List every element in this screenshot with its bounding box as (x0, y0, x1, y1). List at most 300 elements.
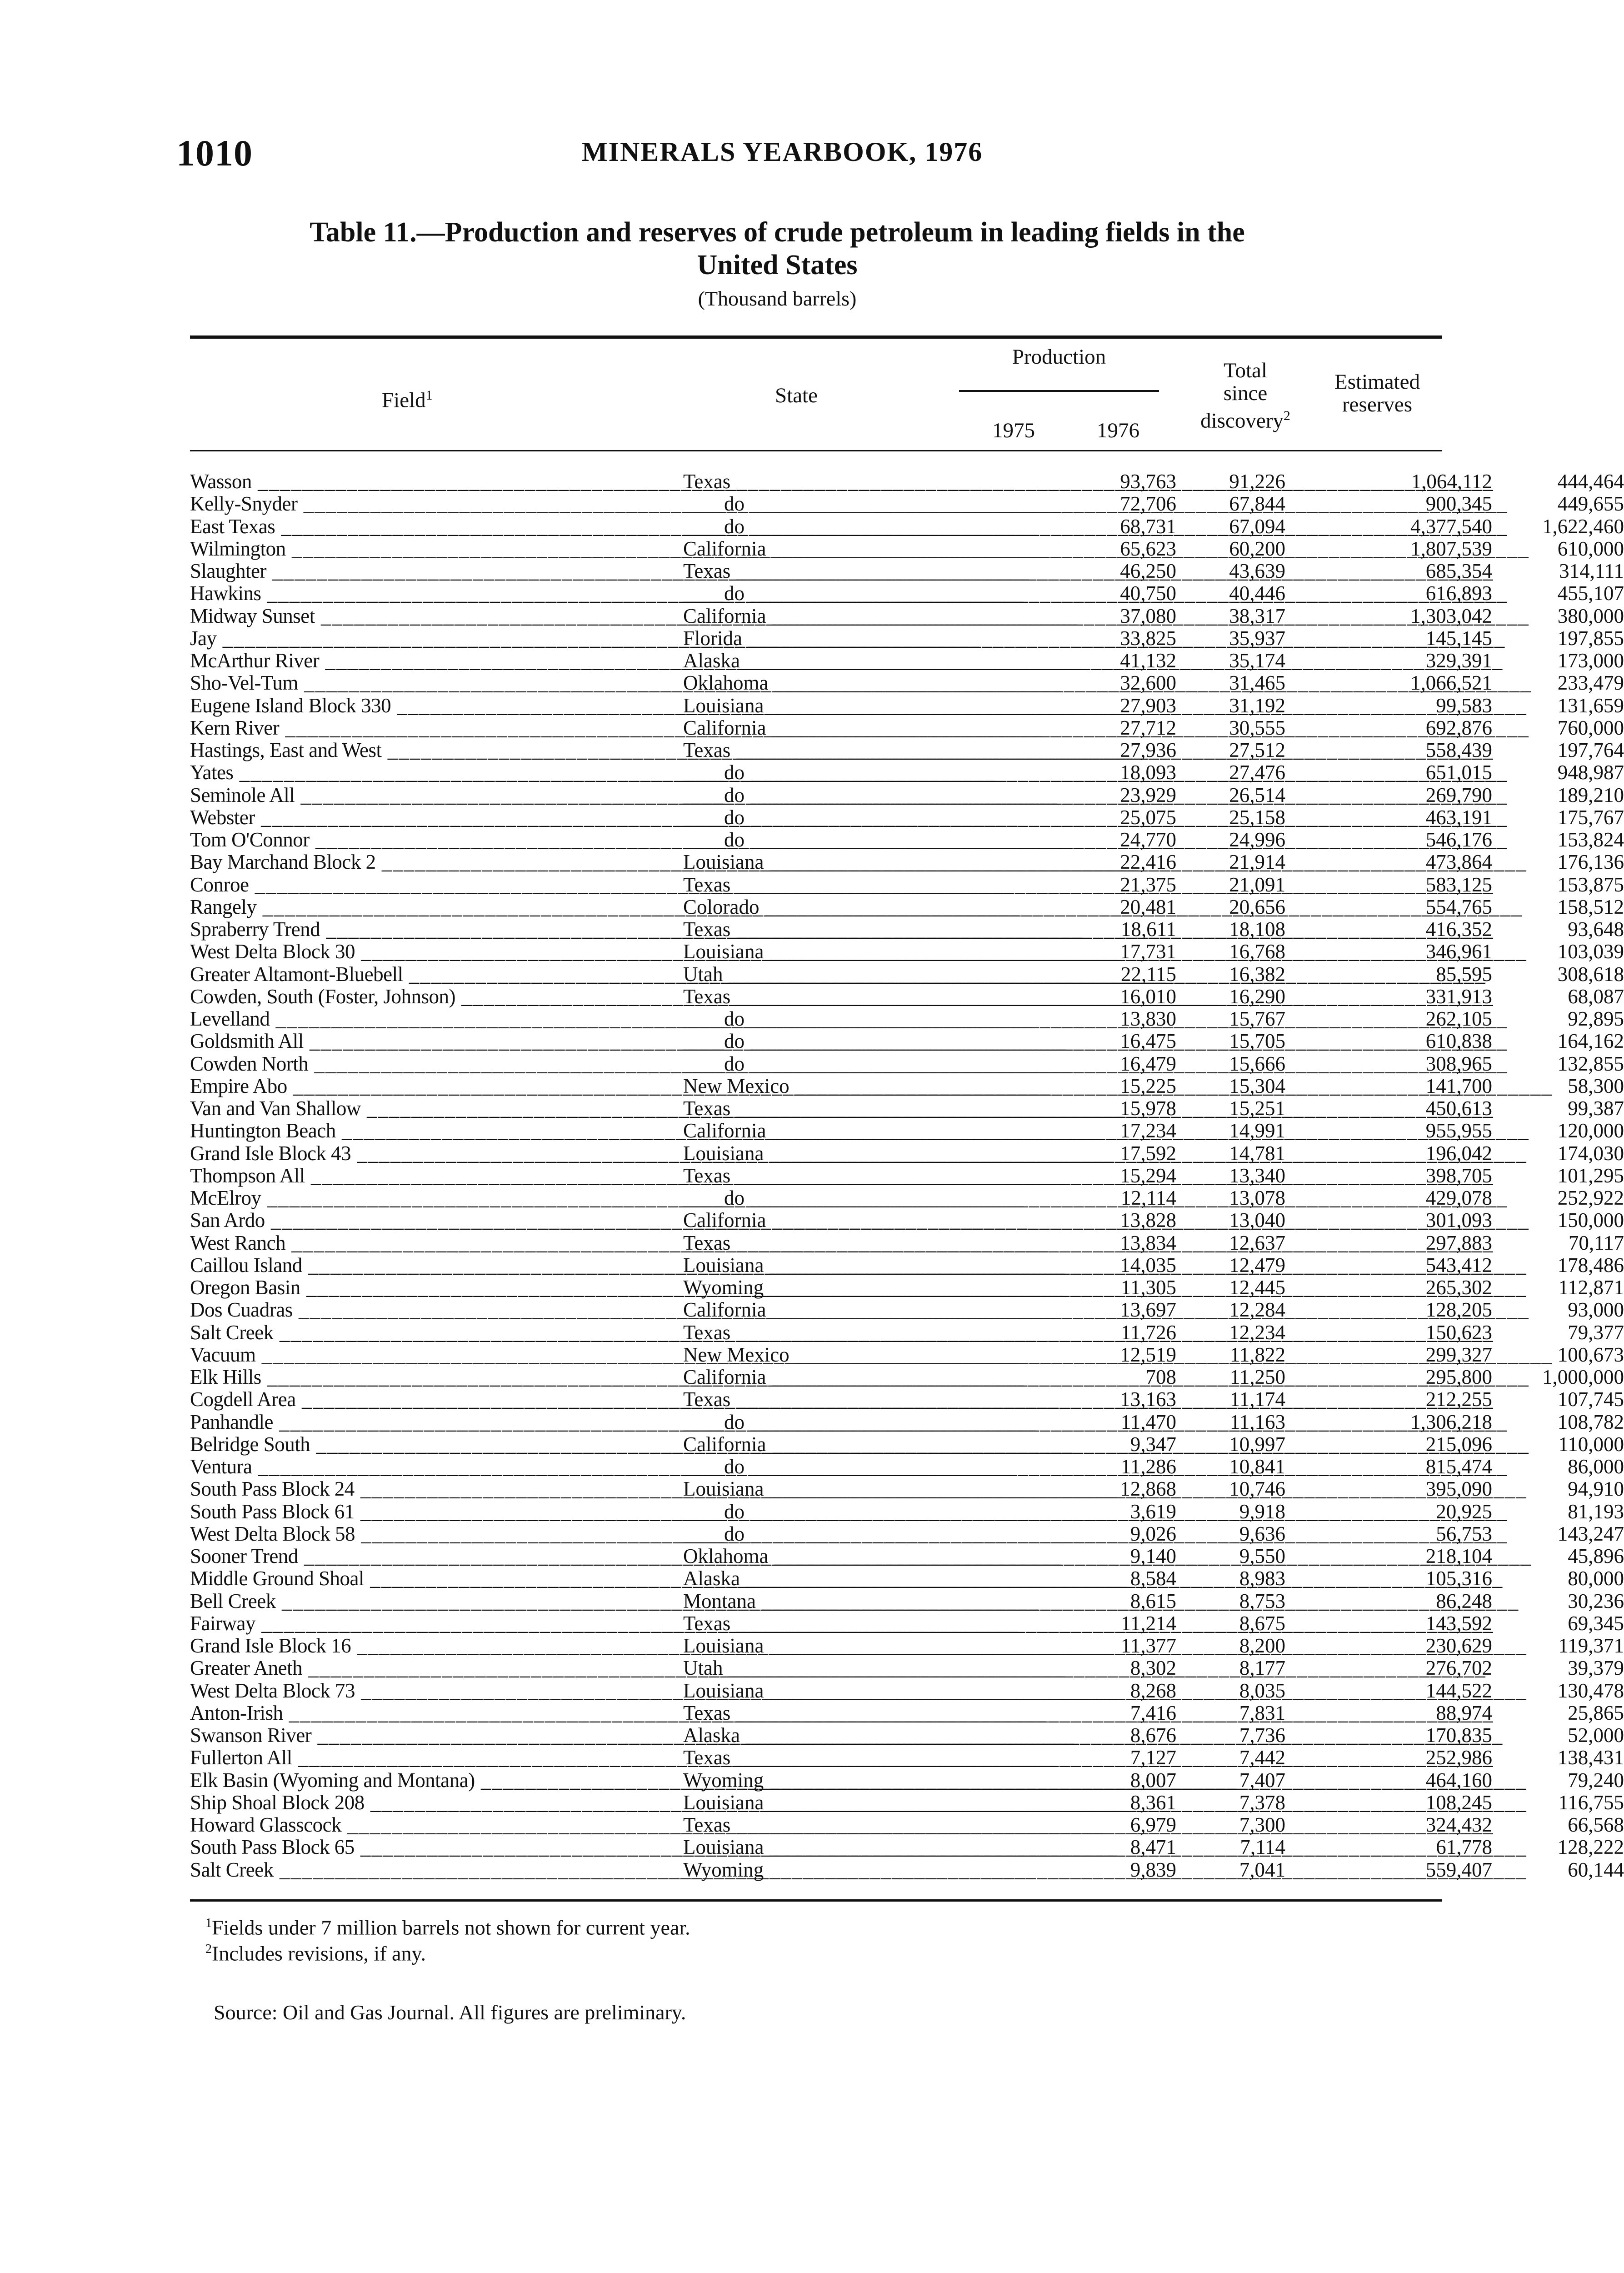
production-1976-cell: 8,983 (1239, 1567, 1285, 1590)
table-row (190, 1612, 1624, 1635)
estimated-reserves-cell: 130,478 (1557, 1679, 1624, 1702)
total-since-discovery-cell: 955,955 (1425, 1119, 1492, 1142)
production-1975-cell: 7,127 (1130, 1746, 1176, 1769)
running-head: MINERALS YEARBOOK, 1976 (582, 137, 983, 167)
production-1975-cell: 9,839 (1130, 1858, 1176, 1881)
production-1976-cell: 10,997 (1229, 1432, 1285, 1456)
field-cell: Thompson All _____ (190, 1165, 645, 1187)
footnote-2-mark: 2 (205, 1942, 212, 1956)
production-1976-cell: 25,158 (1229, 806, 1285, 829)
field-cell: Eugene Island Block 330 _____ (190, 695, 645, 717)
state-cell: California _____ (683, 538, 940, 560)
estimated-reserves-cell: 25,865 (1568, 1701, 1624, 1724)
production-1975-cell: 15,978 (1120, 1097, 1176, 1120)
production-1975-cell: 27,903 (1120, 694, 1176, 717)
table-row (190, 806, 1624, 829)
state-cell: Utah _____ (683, 963, 940, 986)
production-1975-cell: 27,712 (1120, 716, 1176, 739)
production-1975-cell: 27,936 (1120, 739, 1176, 761)
table-row (190, 1119, 1624, 1142)
state-cell: California _____ (683, 1366, 940, 1388)
estimated-reserves-cell: 380,000 (1557, 604, 1624, 627)
state-cell: Louisiana _____ (683, 1635, 940, 1657)
production-1976-cell: 15,767 (1229, 1007, 1285, 1030)
state-cell: Wyoming _____ (683, 1769, 940, 1792)
table-header-rule (190, 450, 1442, 451)
field-cell: South Pass Block 61 _____ (190, 1501, 645, 1523)
field-cell: Goldsmith All _____ (190, 1030, 645, 1052)
total-since-discovery-cell: 105,316 (1425, 1567, 1492, 1590)
estimated-reserves-cell: 1,622,460 (1542, 515, 1624, 538)
table-row (190, 1388, 1624, 1411)
field-cell: Huntington Beach _____ (190, 1120, 645, 1142)
estimated-reserves-cell: 176,136 (1557, 851, 1624, 874)
estimated-reserves-cell: 444,464 (1557, 470, 1624, 493)
state-cell: Louisiana _____ (683, 1254, 940, 1277)
total-since-discovery-cell: 128,205 (1425, 1298, 1492, 1322)
column-header-1975: 1975 (992, 419, 1035, 442)
estimated-reserves-cell: 175,767 (1557, 806, 1624, 829)
production-1975-cell: 8,584 (1130, 1567, 1176, 1590)
field-cell: Conroe _____ (190, 874, 645, 896)
table-row (190, 1500, 1624, 1523)
estimated-reserves-cell: 100,673 (1557, 1343, 1624, 1366)
table-row (190, 873, 1624, 896)
production-1976-cell: 7,442 (1239, 1746, 1285, 1769)
page-number: 1010 (176, 132, 253, 174)
production-1976-cell: 31,192 (1229, 694, 1285, 717)
table-row (190, 1209, 1624, 1232)
state-cell: Louisiana _____ (683, 1792, 940, 1814)
estimated-reserves-cell: 1,000,000 (1542, 1366, 1624, 1388)
state-cell: Louisiana _____ (683, 851, 940, 873)
state-cell: Texas _____ (683, 1612, 940, 1635)
state-cell: Colorado _____ (683, 896, 940, 918)
production-1975-cell: 9,347 (1130, 1432, 1176, 1456)
state-cell: Texas _____ (683, 1388, 940, 1411)
total-since-discovery-cell: 196,042 (1425, 1142, 1492, 1165)
estimated-reserves-cell: 173,000 (1557, 649, 1624, 672)
state-cell: Montana _____ (683, 1590, 940, 1612)
total-since-discovery-cell: 215,096 (1425, 1432, 1492, 1456)
production-1975-cell: 12,868 (1120, 1477, 1176, 1501)
state-cell: ____do _____ (683, 516, 940, 538)
total-since-discovery-cell: 56,753 (1436, 1522, 1492, 1545)
table-row (190, 1276, 1624, 1299)
estimated-reserves-cell: 143,247 (1557, 1522, 1624, 1545)
production-1976-cell: 38,317 (1229, 604, 1285, 627)
table-row (190, 1813, 1624, 1836)
table-row (190, 851, 1624, 874)
production-1975-cell: 3,619 (1130, 1500, 1176, 1523)
total-header-line-3: discovery (1200, 409, 1284, 433)
production-1976-cell: 7,407 (1239, 1768, 1285, 1792)
estimated-reserves-cell: 948,987 (1557, 761, 1624, 784)
state-cell: Louisiana _____ (683, 941, 940, 963)
production-1976-cell: 9,918 (1239, 1500, 1285, 1523)
state-cell: Texas _____ (683, 1232, 940, 1254)
field-cell: Fullerton All _____ (190, 1747, 645, 1769)
production-1975-cell: 25,075 (1120, 806, 1176, 829)
field-cell: Rangely _____ (190, 896, 645, 918)
production-1975-cell: 13,697 (1120, 1298, 1176, 1322)
production-1975-cell: 23,929 (1120, 783, 1176, 806)
production-1976-cell: 67,094 (1229, 515, 1285, 538)
state-cell: Louisiana _____ (683, 1680, 940, 1702)
table-row (190, 1366, 1624, 1388)
production-1976-cell: 12,445 (1229, 1276, 1285, 1299)
field-footnote-mark: 1 (425, 388, 433, 403)
field-cell: Sooner Trend _____ (190, 1545, 645, 1567)
production-1976-cell: 12,479 (1229, 1253, 1285, 1277)
production-1976-cell: 30,555 (1229, 716, 1285, 739)
production-1975-cell: 72,706 (1120, 492, 1176, 516)
field-cell: Cowden North _____ (190, 1053, 645, 1075)
field-cell: Jay _____ (190, 627, 645, 650)
production-1976-cell: 40,446 (1229, 582, 1285, 605)
total-since-discovery-cell: 20,925 (1436, 1500, 1492, 1523)
field-cell: South Pass Block 65 _____ (190, 1836, 645, 1858)
table-row (190, 537, 1624, 560)
column-header-production: Production (1012, 345, 1106, 369)
production-1976-cell: 27,512 (1229, 739, 1285, 761)
estimated-reserves-cell: 116,755 (1558, 1791, 1624, 1814)
total-since-discovery-cell: 473,864 (1425, 851, 1492, 874)
production-1975-cell: 708 (1145, 1366, 1176, 1388)
state-cell: Texas _____ (683, 1814, 940, 1836)
state-cell: ____do _____ (683, 1523, 940, 1545)
production-1976-cell: 91,226 (1229, 470, 1285, 493)
production-1976-cell: 13,078 (1229, 1187, 1285, 1209)
total-since-discovery-cell: 269,790 (1425, 783, 1492, 806)
state-cell: Louisiana _____ (683, 1142, 940, 1165)
state-cell: Alaska _____ (683, 1567, 940, 1590)
footnote-1 (205, 1912, 690, 1939)
field-cell: Hastings, East and West _____ (190, 739, 645, 761)
field-cell: Seminole All _____ (190, 784, 645, 806)
production-1976-cell: 21,091 (1229, 873, 1285, 896)
table-title-line-2: United States (697, 250, 858, 280)
field-cell: Anton-Irish _____ (190, 1702, 645, 1724)
field-cell: Tom O'Connor _____ (190, 829, 645, 851)
total-since-discovery-cell: 61,778 (1436, 1836, 1492, 1859)
field-cell: Dos Cuadras _____ (190, 1299, 645, 1321)
table-row (190, 1097, 1624, 1120)
state-cell: California _____ (683, 605, 940, 627)
production-1975-cell: 13,830 (1120, 1007, 1176, 1030)
production-1975-cell: 8,361 (1130, 1791, 1176, 1814)
table-row (190, 1455, 1624, 1478)
table-row (190, 492, 1624, 516)
estimated-reserves-cell: 164,162 (1557, 1030, 1624, 1053)
field-cell: Grand Isle Block 43 _____ (190, 1142, 645, 1165)
field-cell: Kern River _____ (190, 717, 645, 739)
total-since-discovery-cell: 815,474 (1425, 1455, 1492, 1478)
field-cell: Bay Marchand Block 2 _____ (190, 851, 645, 873)
estimated-reserves-cell: 30,236 (1568, 1589, 1624, 1612)
table-title-line-1: Table 11.—Production and reserves of crude petroleum in leading fields in the (310, 217, 1245, 248)
production-1975-cell: 9,140 (1130, 1545, 1176, 1567)
total-since-discovery-cell: 85,595 (1436, 962, 1492, 986)
state-cell: ____do _____ (683, 1187, 940, 1209)
table-row (190, 582, 1624, 605)
field-cell: San Ardo _____ (190, 1209, 645, 1232)
total-since-discovery-cell: 141,700 (1425, 1074, 1492, 1097)
table-row (190, 604, 1624, 627)
reserves-header-line-2: reserves (1342, 393, 1412, 416)
production-1975-cell: 32,600 (1120, 671, 1176, 695)
production-1975-cell: 13,828 (1120, 1209, 1176, 1232)
production-1975-cell: 15,294 (1120, 1164, 1176, 1187)
table-row (190, 1410, 1624, 1433)
production-1975-cell: 11,377 (1120, 1634, 1176, 1657)
state-cell: ____do _____ (683, 1456, 940, 1478)
total-since-discovery-cell: 212,255 (1425, 1388, 1492, 1411)
field-cell: Greater Altamont-Bluebell _____ (190, 963, 645, 986)
state-cell: California _____ (683, 1120, 940, 1142)
total-since-discovery-cell: 398,705 (1425, 1164, 1492, 1187)
total-since-discovery-cell: 144,522 (1425, 1679, 1492, 1702)
table-body (190, 470, 1624, 1881)
table-row (190, 783, 1624, 806)
table-row (190, 828, 1624, 851)
estimated-reserves-cell: 189,210 (1557, 783, 1624, 806)
production-1976-cell: 11,822 (1229, 1343, 1285, 1366)
total-since-discovery-cell: 297,883 (1425, 1231, 1492, 1254)
estimated-reserves-cell: 138,431 (1557, 1746, 1624, 1769)
state-cell: ____do _____ (683, 493, 940, 515)
production-1975-cell: 8,615 (1130, 1589, 1176, 1612)
total-since-discovery-cell: 262,105 (1425, 1007, 1492, 1030)
table-row (190, 761, 1624, 784)
estimated-reserves-cell: 94,910 (1568, 1477, 1624, 1501)
production-spanner-rule (959, 390, 1159, 392)
state-cell: California _____ (683, 1433, 940, 1456)
production-1976-cell: 13,040 (1229, 1209, 1285, 1232)
table-row (190, 1321, 1624, 1344)
state-cell: Texas _____ (683, 1165, 940, 1187)
state-cell: Texas _____ (683, 560, 940, 582)
state-cell: Texas _____ (683, 1097, 940, 1120)
total-since-discovery-cell: 4,377,540 (1410, 515, 1492, 538)
field-cell: Elk Basin (Wyoming and Montana) _____ (190, 1769, 645, 1792)
total-since-discovery-cell: 299,327 (1425, 1343, 1492, 1366)
table-row (190, 649, 1624, 672)
state-cell: Alaska _____ (683, 1724, 940, 1747)
table-row (190, 1231, 1624, 1254)
field-cell: Swanson River _____ (190, 1724, 645, 1747)
total-since-discovery-cell: 218,104 (1425, 1545, 1492, 1567)
state-cell: ____do _____ (683, 1030, 940, 1052)
production-1975-cell: 24,770 (1120, 828, 1176, 851)
table-row (190, 1724, 1624, 1747)
production-1975-cell: 8,676 (1130, 1724, 1176, 1747)
total-since-discovery-cell: 463,191 (1425, 806, 1492, 829)
estimated-reserves-cell: 45,896 (1568, 1545, 1624, 1567)
production-1976-cell: 27,476 (1229, 761, 1285, 784)
production-1975-cell: 17,592 (1120, 1142, 1176, 1165)
table-row (190, 1074, 1624, 1097)
column-header-estimated-reserves (1309, 370, 1445, 416)
production-1976-cell: 7,736 (1239, 1724, 1285, 1747)
total-header-line-2: since (1223, 381, 1268, 405)
production-1976-cell: 8,200 (1239, 1634, 1285, 1657)
footnote-1-text: Fields under 7 million barrels not shown for current year. (212, 1916, 690, 1939)
production-1976-cell: 9,550 (1239, 1545, 1285, 1567)
estimated-reserves-cell: 79,377 (1568, 1321, 1624, 1344)
total-since-discovery-cell: 464,160 (1425, 1768, 1492, 1792)
state-cell: ____do _____ (683, 1501, 940, 1523)
table-row (190, 1030, 1624, 1053)
total-since-discovery-cell: 88,974 (1436, 1701, 1492, 1724)
table-row (190, 1657, 1624, 1680)
column-header-field-label: Field (382, 388, 426, 412)
estimated-reserves-cell: 120,000 (1557, 1119, 1624, 1142)
table-row (190, 1522, 1624, 1545)
estimated-reserves-cell: 81,193 (1568, 1500, 1624, 1523)
estimated-reserves-cell: 449,655 (1557, 492, 1624, 516)
production-1976-cell: 8,035 (1239, 1679, 1285, 1702)
field-cell: Cogdell Area _____ (190, 1388, 645, 1411)
production-1975-cell: 6,979 (1130, 1813, 1176, 1836)
estimated-reserves-cell: 150,000 (1557, 1209, 1624, 1232)
estimated-reserves-cell: 60,144 (1568, 1858, 1624, 1881)
table-row (190, 1298, 1624, 1322)
state-cell: Texas _____ (683, 986, 940, 1008)
field-cell: Vacuum _____ (190, 1344, 645, 1366)
estimated-reserves-cell: 108,782 (1557, 1410, 1624, 1433)
total-since-discovery-cell: 308,965 (1425, 1052, 1492, 1075)
production-1975-cell: 17,731 (1120, 940, 1176, 963)
estimated-reserves-cell: 153,824 (1557, 828, 1624, 851)
production-1976-cell: 18,108 (1229, 918, 1285, 941)
estimated-reserves-cell: 93,648 (1568, 918, 1624, 941)
production-1975-cell: 8,302 (1130, 1657, 1176, 1680)
total-since-discovery-cell: 86,248 (1436, 1589, 1492, 1612)
production-1976-cell: 11,163 (1229, 1410, 1285, 1433)
total-since-discovery-cell: 301,093 (1425, 1209, 1492, 1232)
field-cell: Kelly-Snyder _____ (190, 493, 645, 515)
production-1976-cell: 20,656 (1229, 895, 1285, 918)
field-cell: Ship Shoal Block 208 _____ (190, 1792, 645, 1814)
state-cell: Texas _____ (683, 918, 940, 941)
total-since-discovery-cell: 610,838 (1425, 1030, 1492, 1053)
table-row (190, 1545, 1624, 1567)
table-row (190, 1567, 1624, 1590)
estimated-reserves-cell: 103,039 (1557, 940, 1624, 963)
field-cell: Spraberry Trend _____ (190, 918, 645, 941)
table-row (190, 1052, 1624, 1075)
state-cell: Texas _____ (683, 1702, 940, 1724)
estimated-reserves-cell: 128,222 (1557, 1836, 1624, 1859)
table-title (191, 216, 1364, 281)
state-cell: Utah _____ (683, 1657, 940, 1679)
state-cell: New Mexico _____ (683, 1075, 940, 1097)
table-row (190, 1253, 1624, 1277)
production-1976-cell: 15,666 (1229, 1052, 1285, 1075)
total-since-discovery-cell: 331,913 (1425, 985, 1492, 1008)
production-1975-cell: 16,475 (1120, 1030, 1176, 1053)
estimated-reserves-cell: 610,000 (1557, 537, 1624, 560)
estimated-reserves-cell: 39,379 (1568, 1657, 1624, 1680)
table-row (190, 560, 1624, 582)
table-row (190, 1477, 1624, 1501)
production-1975-cell: 15,225 (1120, 1074, 1176, 1097)
total-since-discovery-cell: 651,015 (1425, 761, 1492, 784)
table-row (190, 1589, 1624, 1612)
production-1976-cell: 7,831 (1239, 1701, 1285, 1724)
estimated-reserves-cell: 760,000 (1557, 716, 1624, 739)
total-since-discovery-cell: 554,765 (1425, 895, 1492, 918)
estimated-reserves-cell: 178,486 (1557, 1253, 1624, 1277)
field-cell: Cowden, South (Foster, Johnson) _____ (190, 986, 645, 1008)
total-since-discovery-cell: 429,078 (1425, 1187, 1492, 1209)
field-cell: Salt Creek _____ (190, 1322, 645, 1344)
table-row (190, 1187, 1624, 1209)
field-cell: Sho-Vel-Tum _____ (190, 672, 645, 694)
production-1975-cell: 8,268 (1130, 1679, 1176, 1702)
field-cell: Grand Isle Block 16 _____ (190, 1635, 645, 1657)
total-since-discovery-cell: 1,807,539 (1410, 537, 1492, 560)
production-1975-cell: 8,471 (1130, 1836, 1176, 1859)
table-row (190, 1432, 1624, 1456)
estimated-reserves-cell: 153,875 (1557, 873, 1624, 896)
state-cell: Oklahoma _____ (683, 1545, 940, 1567)
field-cell: Empire Abo _____ (190, 1075, 645, 1097)
production-1976-cell: 16,290 (1229, 985, 1285, 1008)
table-row (190, 1858, 1624, 1881)
table-row (190, 694, 1624, 717)
production-1975-cell: 11,214 (1120, 1612, 1176, 1635)
estimated-reserves-cell: 52,000 (1568, 1724, 1624, 1747)
production-1975-cell: 16,479 (1120, 1052, 1176, 1075)
table-row (190, 1142, 1624, 1165)
state-cell: Louisiana _____ (683, 695, 940, 717)
total-since-discovery-cell: 1,306,218 (1410, 1410, 1492, 1433)
state-cell: ____do _____ (683, 806, 940, 829)
production-1975-cell: 7,416 (1130, 1701, 1176, 1724)
field-cell: Middle Ground Shoal _____ (190, 1567, 645, 1590)
field-cell: Caillou Island _____ (190, 1254, 645, 1277)
column-header-state: State (775, 384, 818, 407)
production-1976-cell: 15,251 (1229, 1097, 1285, 1120)
field-cell: Wilmington _____ (190, 538, 645, 560)
table-row (190, 1164, 1624, 1187)
production-1976-cell: 11,250 (1229, 1366, 1285, 1388)
field-cell: Yates _____ (190, 761, 645, 784)
state-cell: Louisiana _____ (683, 1836, 940, 1858)
field-cell: Panhandle _____ (190, 1411, 645, 1433)
state-cell: ____do _____ (683, 761, 940, 784)
estimated-reserves-cell: 455,107 (1557, 582, 1624, 605)
total-since-discovery-cell: 416,352 (1425, 918, 1492, 941)
field-cell: Midway Sunset _____ (190, 605, 645, 627)
estimated-reserves-cell: 68,087 (1568, 985, 1624, 1008)
estimated-reserves-cell: 131,659 (1557, 694, 1624, 717)
total-since-discovery-cell: 1,064,112 (1411, 470, 1492, 493)
field-cell: Belridge South _____ (190, 1433, 645, 1456)
estimated-reserves-cell: 197,855 (1557, 626, 1624, 650)
production-1975-cell: 33,825 (1120, 626, 1176, 650)
estimated-reserves-cell: 110,000 (1558, 1432, 1624, 1456)
estimated-reserves-cell: 112,871 (1558, 1276, 1624, 1299)
table-row (190, 895, 1624, 918)
production-1975-cell: 20,481 (1120, 895, 1176, 918)
table-row (190, 626, 1624, 650)
production-1976-cell: 15,304 (1229, 1074, 1285, 1097)
state-cell: ____do _____ (683, 1053, 940, 1075)
table-bottom-rule (190, 1899, 1442, 1902)
